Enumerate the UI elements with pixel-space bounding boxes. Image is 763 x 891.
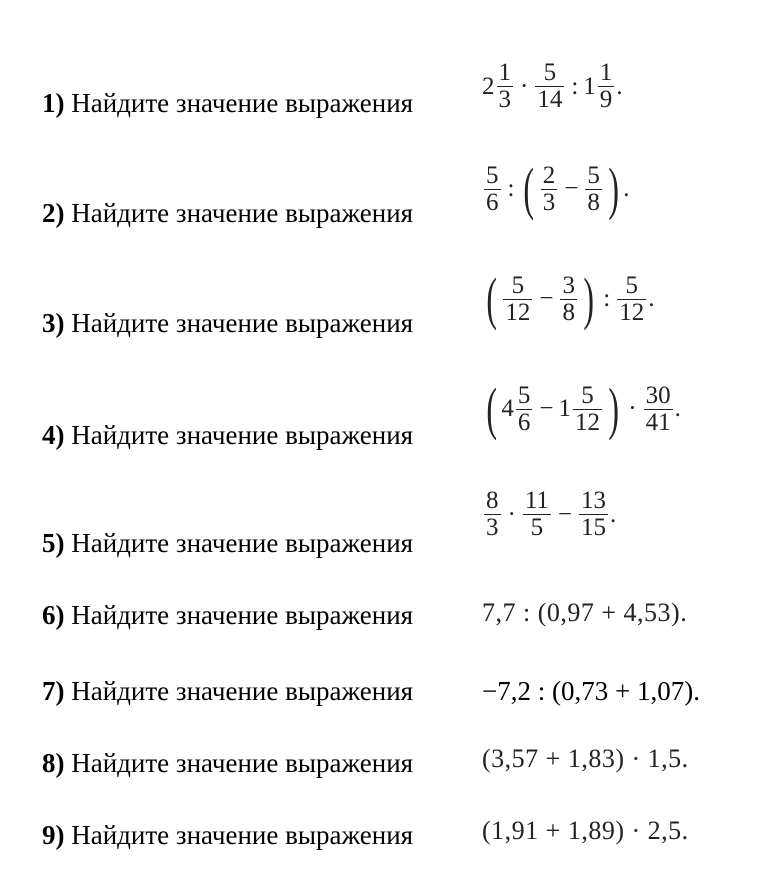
operator: : — [603, 285, 611, 312]
denominator: 14 — [537, 86, 563, 113]
math-expression: −7,2 : (0,73 + 1,07). — [482, 676, 700, 706]
task-prompt: Найдите значение выражения — [71, 528, 414, 558]
task-number: 3) — [42, 308, 65, 338]
numerator: 2 — [542, 161, 556, 189]
math-expression — [482, 266, 655, 331]
math-expression — [482, 376, 681, 441]
task-number: 5) — [42, 528, 65, 558]
task-number: 9) — [42, 820, 65, 850]
math-expression — [482, 60, 623, 113]
period: . — [648, 285, 655, 312]
right-paren: ) — [583, 266, 594, 331]
operator: − — [557, 500, 573, 528]
task-prompt: Найдите значение выражения — [71, 198, 414, 228]
operator: − — [539, 285, 554, 312]
math-expression — [482, 156, 630, 221]
fraction — [503, 273, 532, 326]
denominator: 6 — [486, 188, 499, 216]
math-expression: (1,91 + 1,89) · 2,5. — [482, 816, 689, 845]
numerator: 1 — [498, 59, 511, 86]
numerator: 13 — [581, 487, 607, 514]
numerator: 30 — [645, 381, 671, 409]
task-number: 6) — [42, 600, 65, 630]
period: . — [610, 500, 617, 528]
fraction — [541, 163, 558, 216]
task-prompt: Найдите значение выражения — [71, 820, 414, 850]
task-label — [42, 528, 413, 558]
fraction — [644, 383, 673, 436]
task-prompt: Найдите значение выражения — [71, 420, 414, 450]
task-label — [42, 198, 413, 228]
denominator: 8 — [562, 298, 575, 326]
task-prompt: Найдите значение выражения — [71, 600, 414, 630]
task-prompt: Найдите значение выражения — [71, 308, 414, 338]
fraction — [484, 163, 501, 216]
denominator: 5 — [530, 514, 544, 541]
math-expression: 7,7 : (0,97 + 4,53). — [482, 598, 688, 627]
right-paren: ) — [608, 156, 619, 221]
fraction — [573, 383, 602, 436]
task-number: 1) — [42, 88, 65, 118]
fraction — [585, 163, 602, 216]
left-paren: ( — [486, 266, 497, 331]
task-label — [42, 420, 413, 450]
left-paren: ( — [523, 156, 535, 221]
operator: · — [628, 395, 637, 422]
fraction — [579, 488, 608, 541]
denominator: 9 — [599, 86, 613, 113]
task-label — [42, 676, 413, 706]
whole-number: 2 — [482, 72, 495, 100]
whole-number: 1 — [583, 72, 596, 100]
fraction — [535, 60, 564, 113]
denominator: 12 — [574, 408, 600, 436]
period: . — [616, 72, 623, 100]
numerator: 5 — [581, 381, 594, 409]
right-paren: ) — [608, 376, 619, 441]
fraction — [560, 273, 577, 326]
operator: · — [507, 500, 516, 528]
task-number: 8) — [42, 748, 65, 778]
left-paren: ( — [486, 376, 497, 441]
operator: : — [571, 72, 579, 100]
task-number: 4) — [42, 420, 65, 450]
period: . — [674, 395, 681, 422]
numerator: 8 — [486, 487, 499, 514]
task-label — [42, 820, 413, 850]
fraction — [523, 488, 551, 541]
denominator: 3 — [498, 86, 511, 113]
numerator: 11 — [524, 487, 549, 514]
fraction — [617, 273, 646, 326]
whole-number: 1 — [558, 395, 571, 422]
operator: : — [507, 175, 515, 202]
numerator: 5 — [587, 161, 600, 189]
denominator: 15 — [581, 514, 607, 541]
task-number: 7) — [42, 676, 65, 706]
task-prompt: Найдите значение выражения — [71, 88, 414, 118]
denominator: 6 — [517, 408, 531, 436]
task-label — [42, 600, 413, 630]
denominator: 12 — [619, 298, 645, 326]
operator: − — [539, 395, 554, 422]
math-expression: (3,57 + 1,83) · 1,5. — [482, 744, 689, 773]
task-label — [42, 88, 413, 118]
numerator: 5 — [486, 161, 499, 189]
fraction — [516, 383, 533, 436]
task-label — [42, 308, 413, 338]
task-number: 2) — [42, 198, 65, 228]
denominator: 8 — [587, 188, 600, 216]
task-label — [42, 748, 413, 778]
numerator: 5 — [625, 271, 638, 299]
fraction — [598, 60, 615, 113]
numerator: 1 — [599, 59, 613, 86]
task-prompt: Найдите значение выражения — [71, 676, 414, 706]
numerator: 3 — [562, 271, 575, 299]
denominator: 3 — [542, 188, 556, 216]
operator: · — [520, 72, 529, 100]
denominator: 3 — [486, 514, 499, 541]
fraction — [497, 60, 514, 113]
denominator: 41 — [645, 408, 671, 436]
whole-number: 4 — [501, 395, 514, 422]
numerator: 5 — [517, 381, 531, 409]
denominator: 12 — [505, 298, 531, 326]
period: . — [623, 175, 630, 202]
math-expression — [482, 488, 616, 541]
operator: − — [564, 175, 579, 202]
fraction — [484, 488, 501, 541]
numerator: 5 — [511, 271, 525, 299]
task-prompt: Найдите значение выражения — [71, 748, 414, 778]
numerator: 5 — [543, 59, 557, 86]
